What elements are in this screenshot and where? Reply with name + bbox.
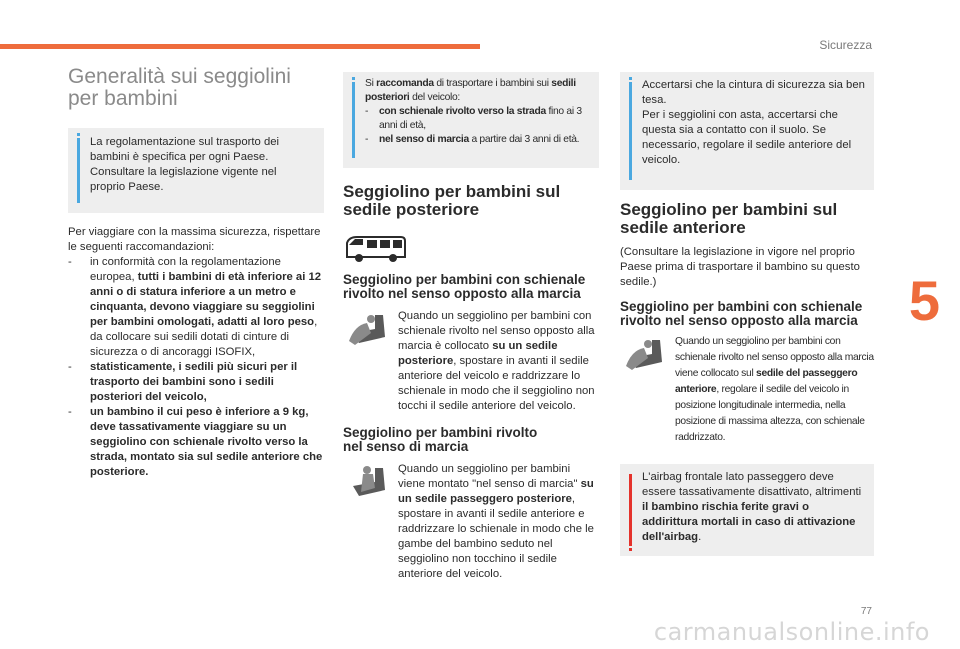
page-title-line1: Generalità sui seggiolini — [68, 65, 291, 88]
rear-seat-title: Seggiolino per bambini sul sedile posteriore — [343, 182, 561, 219]
warning-icon — [629, 474, 632, 546]
info-note-text: Si raccomanda di trasportare i bambini sui sedili posteriori del veicolo: — [365, 78, 576, 103]
info-note-text: La regolamentazione sul trasporto dei bambini è specifica per ogni Paese. Consultare la legislazione vigente nel proprio Paese. — [90, 136, 280, 193]
front-seat-title: Seggiolino per bambini sul sedile anteriore — [620, 200, 838, 237]
rear-facing-seat-icon — [622, 336, 668, 372]
info-note — [620, 72, 874, 190]
warning-note: L'airbag frontale lato passeggero deve essere tassativamente disattivato, altrimenti il bambino rischia ferite gravi o addirittura mortali in caso di attivazione dell'airbag. — [620, 464, 874, 556]
rear-facing-seat-icon — [345, 311, 391, 347]
subsection-title: Seggiolino per bambini con schienale rivolto nel senso opposto alla marcia — [620, 299, 863, 328]
info-note-text: Accertarsi che la cintura di sicurezza sia ben tesa. — [642, 79, 865, 106]
info-icon — [77, 138, 80, 203]
subsection-title: Seggiolino per bambini con schienale rivolto nel senso opposto alla marcia — [343, 272, 586, 301]
list-item: - in conformità con la regolamentazione europea, tutti i bambini di età inferiore ai 12 anni o di statura inferiore a un metro e cinquanta, devono viaggiare su seggiolini per bambini omologati, adatti al loro peso, da collocare sui sedili dotati di cinture di sicurezza o di ancoraggi ISOFIX, — [68, 256, 322, 358]
forward-facing-seat-icon — [345, 464, 391, 500]
info-icon — [352, 82, 355, 158]
column-general — [68, 66, 324, 480]
van-icon — [343, 233, 599, 263]
info-icon — [629, 82, 632, 180]
page-title — [68, 66, 324, 110]
page-number: 77 — [860, 606, 872, 617]
rear-facing-block: Quando un seggiolino per bambini con schienale rivolto nel senso opposto alla marcia è collocato su un sedile posteriore, spostare in avanti il sedile anteriore del veicolo e raddrizzare lo schienale in modo che il seggiolino non tocchi il sedile anteriore del veicolo. — [343, 309, 599, 414]
column-rear — [343, 72, 599, 582]
accent-bar — [0, 44, 480, 49]
page-title-line2: per bambini — [68, 87, 178, 110]
front-rear-facing-block: Quando un seggiolino per bambini con schienale rivolto nel senso opposto alla marcia viene collocato sul sedile del passeggero anteriore, regolare il sedile del veicolo in posizione longitudinale intermedia, nella posizione di massima altezza, con schienale raddrizzato. — [620, 334, 874, 446]
list-item: - con schienale rivolto verso la strada fino ai 3 anni di età, — [365, 106, 582, 131]
intro-text: Per viaggiare con la massima sicurezza, rispettare le seguenti raccomandazioni: — [68, 226, 321, 253]
column-front — [620, 72, 874, 556]
watermark: carmanualsonline.info — [653, 618, 930, 646]
info-note-text: Per i seggiolini con asta, accertarsi che questa sia a contatto con il suolo. Se necessario, regolare il sedile anteriore del veicolo. — [642, 109, 852, 166]
front-intro-text: (Consultare la legislazione in vigore nel proprio Paese prima di trasportare il bambino su questo sedile.) — [620, 246, 860, 288]
info-note — [68, 128, 324, 213]
forward-facing-block: Quando un seggiolino per bambini viene montato "nel senso di marcia" su un sedile passeggero posteriore, spostare in avanti il sedile anteriore e raddrizzare lo schienale in modo che le gambe del bambino seduto nel seggiolino non tocchino il sedile anteriore del veicolo. — [343, 462, 599, 582]
subsection-title: Seggiolino per bambini rivolto nel senso di marcia — [343, 425, 538, 454]
list-item: - statisticamente, i sedili più sicuri per il trasporto dei bambini sono i sedili posteriori del veicolo, — [68, 361, 298, 403]
list-item: - un bambino il cui peso è inferiore a 9 kg, deve tassativamente viaggiare su un seggiolino con schienale rivolto verso la strada, montato sia sul sedile anteriore che posteriore. — [68, 406, 323, 478]
section-title: Sicurezza — [819, 38, 872, 52]
chapter-number: 5 — [908, 269, 940, 332]
info-note — [343, 72, 599, 168]
list-item: - nel senso di marcia a partire dai 3 anni di età. — [365, 134, 580, 145]
